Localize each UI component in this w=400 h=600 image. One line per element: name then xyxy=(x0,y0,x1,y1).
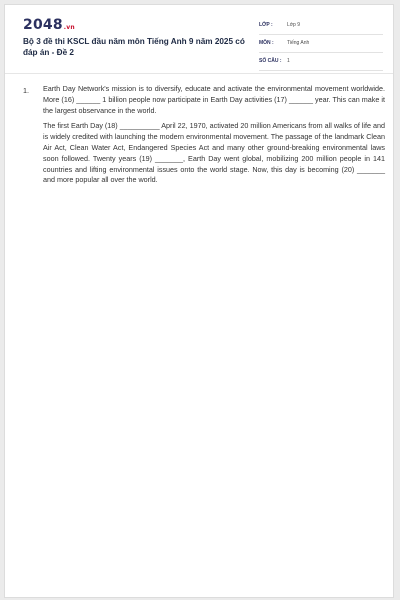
meta-row-subject xyxy=(259,37,383,53)
question-paragraph: Earth Day Network's mission is to diversify, educate and activate the environmental movement worldwide. More (16) ______ 1 billion people now participate in Earth Day activities (17) ______ year. This can make it the largest observance in the world. xyxy=(43,84,385,115)
document-meta xyxy=(259,19,383,73)
meta-value-subject: Tiếng Anh xyxy=(287,40,310,46)
document-page xyxy=(4,4,394,598)
meta-row-question-count xyxy=(259,55,383,71)
question-paragraph: The first Earth Day (18) __________ April 22, 1970, activated 20 million Americans from all walks of life and is widely credited with launching the modern environmental movement. The passage of the landmark Clean Air Act, Clean Water Act, Endangered Species Act and many other ground-breaking environmental laws soon followed. Twenty years (19) _______, Earth Day went global, mobilizing 200 million people in 141 countries and lifting environmental issues onto the world stage. Now, this day is becoming (20) _______ and more popular all over the world. xyxy=(43,121,385,185)
meta-label-question-count: SỐ CÂU : xyxy=(259,58,282,64)
document-header xyxy=(5,5,393,73)
header-divider xyxy=(5,73,393,74)
logo-suffix: .vn xyxy=(63,24,75,31)
question-block xyxy=(23,84,385,191)
meta-label-class: LỚP : xyxy=(259,22,273,28)
site-logo[interactable] xyxy=(23,17,75,33)
question-number: 1. xyxy=(23,86,29,95)
meta-label-subject: MÔN : xyxy=(259,40,274,46)
logo-text: 2048 xyxy=(23,17,63,33)
meta-value-class: Lớp 9 xyxy=(287,22,301,28)
meta-value-question-count: 1 xyxy=(287,58,290,64)
document-title: Bộ 3 đề thi KSCL đầu năm môn Tiếng Anh 9 năm 2025 có đáp án - Đề 2 xyxy=(23,37,245,57)
meta-row-class xyxy=(259,19,383,35)
